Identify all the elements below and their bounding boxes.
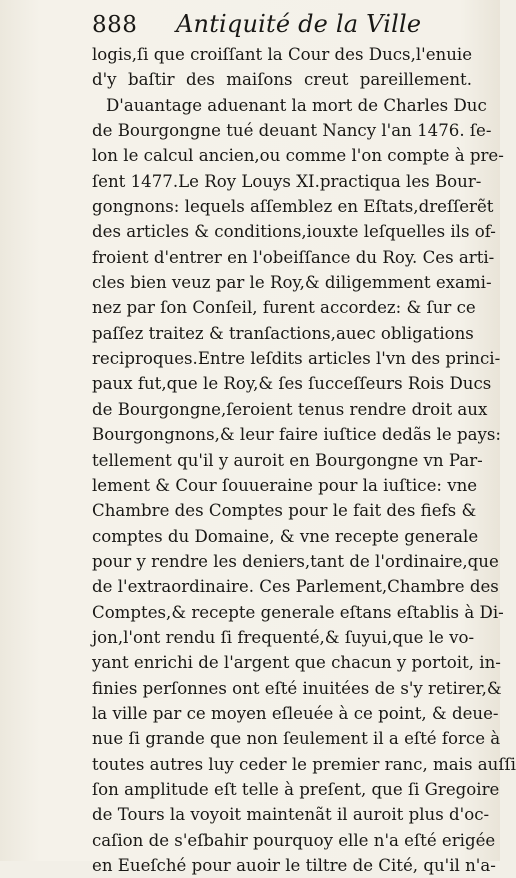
text-line: d'y baſtir des maiſons creut pareillement. bbox=[92, 70, 472, 90]
text-line: de Tours la voyoit maintenãt il auroit plus d'oc- bbox=[92, 805, 490, 825]
text-line: comptes du Domaine, & vne recepte generale bbox=[92, 526, 479, 546]
text-line: yant enrichi de l'argent que chacun y portoit, in- bbox=[92, 653, 501, 673]
text-line: paſſez traitez & tranſactions,auec obligations bbox=[92, 323, 474, 343]
text-line: caſion de s'eſbahir pourquoy elle n'a eſté erigée bbox=[92, 830, 496, 850]
text-line: jon,l'ont rendu ſi frequenté,& ſuyui,que le vo- bbox=[92, 627, 475, 647]
text-line: nue ſi grande que non ſeulement il a eſté force à bbox=[92, 729, 501, 749]
text-line: nez par ſon Conſeil, furent accordez: & ſur ce bbox=[92, 298, 476, 318]
text-line: toutes autres luy ceder le premier ranc, mais auſſi bbox=[92, 754, 516, 774]
text-line: lon le calcul ancien,ou comme l'on compte à pre- bbox=[92, 146, 504, 166]
body-text bbox=[92, 42, 516, 878]
text-line: de l'extraordinaire. Ces Parlement,Chambre des bbox=[92, 577, 499, 597]
text-line: la ville par ce moyen eſleuée à ce point, & deue- bbox=[92, 703, 499, 723]
text-line: froient d'entrer en l'obeiſſance du Roy. Ces arti- bbox=[92, 247, 495, 267]
text-line: tellement qu'il y auroit en Bourgongne vn Par- bbox=[92, 450, 483, 470]
text-line: des articles & conditions,iouxte leſquelles ils of- bbox=[92, 222, 496, 242]
text-line: de Bourgongne,ſeroient tenus rendre droit aux bbox=[92, 399, 488, 419]
page-header bbox=[92, 6, 472, 42]
text-line: lement & Cour ſouueraine pour la iuſtice: vne bbox=[92, 475, 478, 495]
page-number: 888 bbox=[92, 12, 138, 38]
text-line: de Bourgongne tué deuant Nancy l'an 1476. ſe- bbox=[92, 121, 492, 141]
text-line: logis,ſi que croiſſant la Cour des Ducs,l'enuie bbox=[92, 45, 473, 64]
text-line: Comptes,& recepte generale eſtans eſtablis à Di- bbox=[92, 602, 504, 622]
text-line: en Eueſché pour auoir le tiltre de Cité, qu'il n'a- bbox=[92, 856, 496, 875]
text-line: Bourgongnons,& leur faire iuſtice dedãs le pays: bbox=[92, 425, 501, 445]
text-line: cles bien veuz par le Roy,& diligemment exami- bbox=[92, 273, 492, 293]
text-line: gongnons: lequels aſſemblez en Eſtats,dreſſerẽt bbox=[92, 197, 494, 217]
text-line: D'auantage aduenant la mort de Charles Duc bbox=[106, 95, 487, 115]
text-line: ſent 1477.Le Roy Louys XI.practiqua les Bour- bbox=[92, 171, 482, 191]
text-line: Chambre des Comptes pour le fait des fiefs & bbox=[92, 501, 477, 521]
text-line: finies perſonnes ont eſté inuitées de s'y retirer,& bbox=[92, 678, 502, 698]
text-line: reciproques.Entre leſdits articles l'vn des princi- bbox=[92, 349, 501, 369]
text-line: ſon amplitude eſt telle à preſent, que ſi Gregoire bbox=[92, 779, 500, 799]
text-line: pour y rendre les deniers,tant de l'ordinaire,que bbox=[92, 551, 499, 571]
running-head: Antiquité de la Ville bbox=[176, 10, 422, 38]
text-line: paux fut,que le Roy,& ſes ſucceſſeurs Rois Ducs bbox=[92, 374, 492, 394]
